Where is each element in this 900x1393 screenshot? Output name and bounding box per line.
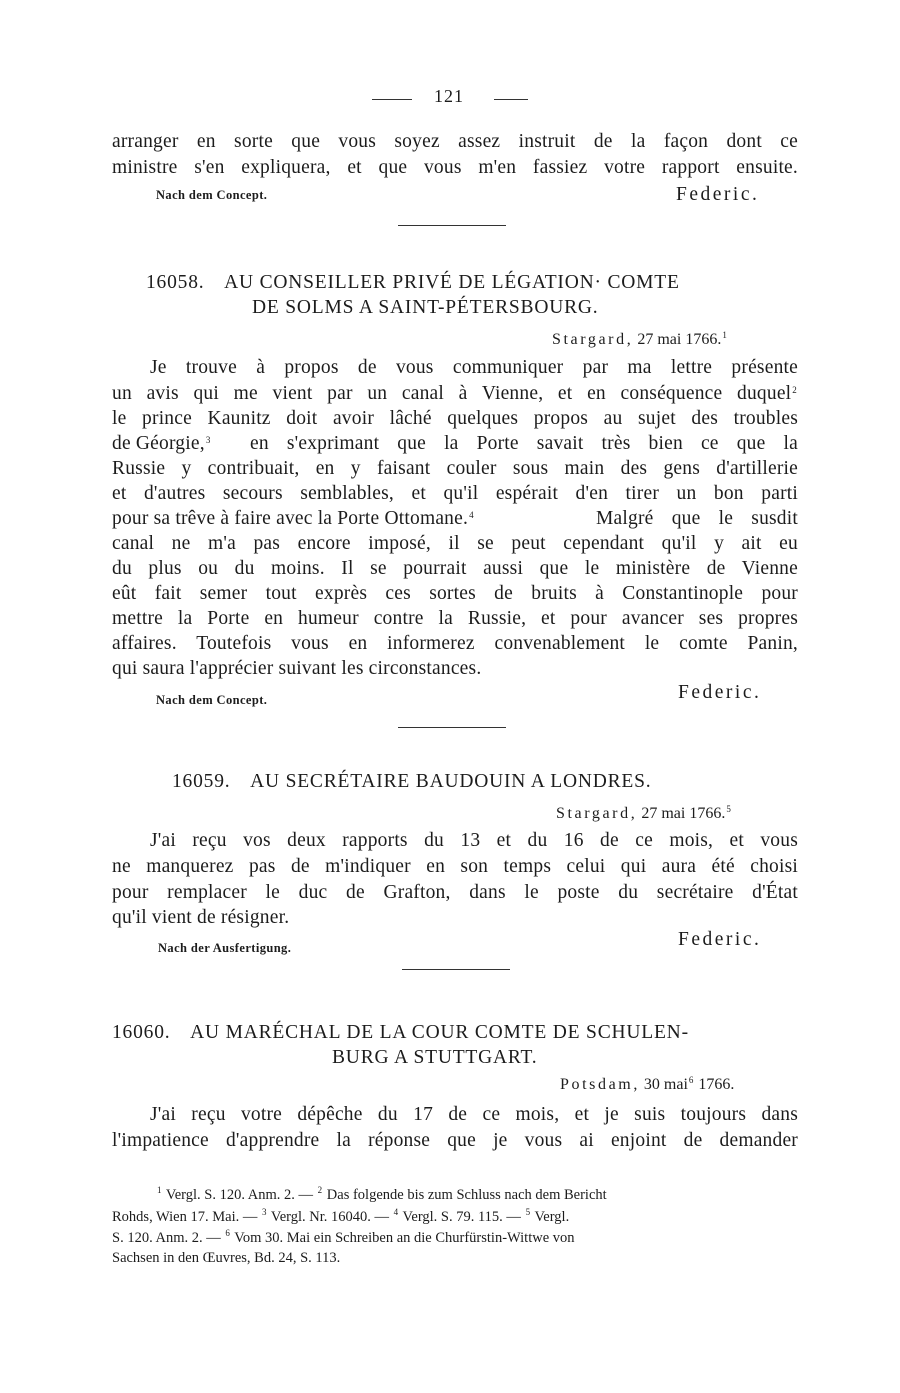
body-line: J'ai reçu votre dépêche du 17 de ce mois, et je suis toujours dans — [150, 1104, 798, 1125]
body-line: ne manquerez pas de m'indiquer en son temps celui qui aura été choisi — [112, 856, 798, 877]
body-line: de Géorgie,$^3$ en s'exprimant que la Porte savait très bien ce que la — [112, 433, 798, 454]
body-line: un avis qui me vient par un canal à Vienne, et en conséquence duquel$^2$ — [112, 383, 797, 404]
footnote-mark: 5 — [525, 1207, 531, 1217]
signature: Federic. — [678, 929, 762, 950]
body-line: eût fait semer tout exprès ces sortes de bruits à Constantinople pour — [112, 583, 798, 604]
footnote-mark: 1 — [157, 1185, 162, 1195]
letter-recipient: AU SECRÉTAIRE BAUDOUIN A LONDRES. — [250, 771, 652, 792]
letter-heading-cont: DE SOLMS A SAINT-PÉTERSBOURG. — [252, 297, 599, 318]
source-note: Nach dem Concept. — [156, 188, 268, 202]
footnote-ref: 2 — [792, 385, 797, 395]
footnote-ref: 5 — [726, 804, 731, 814]
letter-date: 27 mai 1766. — [641, 805, 726, 822]
body-line: Russie y contribuait, en y faisant couler sous main des gens d'artillerie — [112, 458, 798, 479]
letter-heading — [172, 771, 651, 793]
body-line: et d'autres secours semblables, et qu'il espérait d'en tirer un bon parti — [112, 483, 798, 504]
body-line: le prince Kaunitz doit avoir lâché quelques propos au sujet des troubles — [112, 408, 798, 429]
letter-heading — [146, 272, 680, 294]
body-line: affaires. Toutefois vous en informerez convenablement le comte Panin, — [112, 633, 798, 654]
footnote-line: Rohds, Wien 17. Mai. — $^3$ Vergl. Nr. 16040. — $^4$ Vergl. S. 79. 115. — $^5$ Vergl. — [112, 1207, 570, 1225]
footnote-mark: 6 — [225, 1228, 230, 1238]
letter-heading-cont: BURG A STUTTGART. — [332, 1047, 538, 1068]
signature: Federic. — [676, 184, 760, 205]
letter-year: 1766. — [698, 1076, 735, 1093]
body-line: l'impatience d'apprendre la réponse que je vous ai enjoint de demander — [112, 1130, 798, 1151]
letter-recipient: AU MARÉCHAL DE LA COUR COMTE DE SCHULEN- — [190, 1022, 689, 1043]
letter-number: 16060. — [112, 1022, 171, 1043]
letter-place-date — [552, 330, 728, 349]
section-divider — [398, 225, 506, 226]
body-line: pour remplacer le duc de Grafton, dans le poste du secrétaire d'État — [112, 882, 798, 903]
letter-number: 16059. — [172, 771, 231, 792]
body-line: ministre s'en expliquera, et que vous m'en fassiez votre rapport ensuite. — [112, 157, 798, 178]
body-line: canal ne m'a pas encore imposé, il se peut cependant qu'il y ait eu — [112, 533, 798, 554]
page-number: 121 — [434, 86, 464, 106]
body-line: arranger en sorte que vous soyez assez instruit de la façon dont ce — [112, 131, 798, 152]
footnote-ref: 3 — [205, 435, 211, 445]
letter-place: Stargard, — [556, 805, 638, 822]
body-line: du plus ou du moins. Il se pourrait aussi que le ministère de Vienne — [112, 558, 798, 579]
footnote-line: Sachsen in den Œuvres, Bd. 24, S. 113. — [112, 1250, 341, 1266]
letter-place-date — [556, 804, 732, 823]
body-line: mettre la Porte en humeur contre la Russie, et pour avancer ses propres — [112, 608, 798, 629]
letter-place: Potsdam, — [560, 1076, 640, 1093]
body-line: pour sa trêve à faire avec la Porte Ottomane.$^4$ Malgré que le susdit — [112, 508, 798, 529]
footnote-mark: 2 — [317, 1185, 323, 1195]
letter-recipient: AU CONSEILLER PRIVÉ DE LÉGATION· COMTE — [224, 272, 680, 293]
source-note: Nach dem Concept. — [156, 693, 268, 707]
footnote-line: $^1$ Vergl. S. 120. Anm. 2. — $^2$ Das folgende bis zum Schluss nach dem Bericht — [157, 1185, 607, 1203]
section-divider — [402, 969, 510, 970]
footnote-mark: 3 — [261, 1207, 267, 1217]
footnote-line: S. 120. Anm. 2. — $^6$ Vom 30. Mai ein Schreiben an die Churfürstin-Wittwe von — [112, 1228, 575, 1246]
footnote-ref: 6 — [688, 1075, 694, 1085]
letter-number: 16058. — [146, 272, 205, 293]
letter-date: 27 mai 1766. — [637, 331, 722, 348]
page-number-rule-right — [494, 99, 528, 100]
body-line: J'ai reçu vos deux rapports du 13 et du 16 de ce mois, et vous — [150, 830, 798, 851]
section-divider — [398, 727, 506, 728]
footnote-ref: 1 — [722, 330, 727, 340]
footnote-ref: 4 — [469, 510, 474, 520]
body-line: Je trouve à propos de vous communiquer par ma lettre présente — [150, 357, 798, 378]
letter-place: Stargard, — [552, 331, 634, 348]
footnote-mark: 4 — [393, 1207, 399, 1217]
body-line: qui saura l'apprécier suivant les circonstances. — [112, 658, 482, 679]
page-number-rule-left — [372, 99, 412, 100]
signature: Federic. — [678, 682, 762, 703]
letter-date: 30 mai — [643, 1076, 688, 1093]
source-note: Nach der Ausfertigung. — [158, 941, 292, 955]
letter-heading — [112, 1022, 689, 1044]
letter-place-date — [560, 1075, 734, 1094]
body-line: qu'il vient de résigner. — [112, 907, 290, 928]
